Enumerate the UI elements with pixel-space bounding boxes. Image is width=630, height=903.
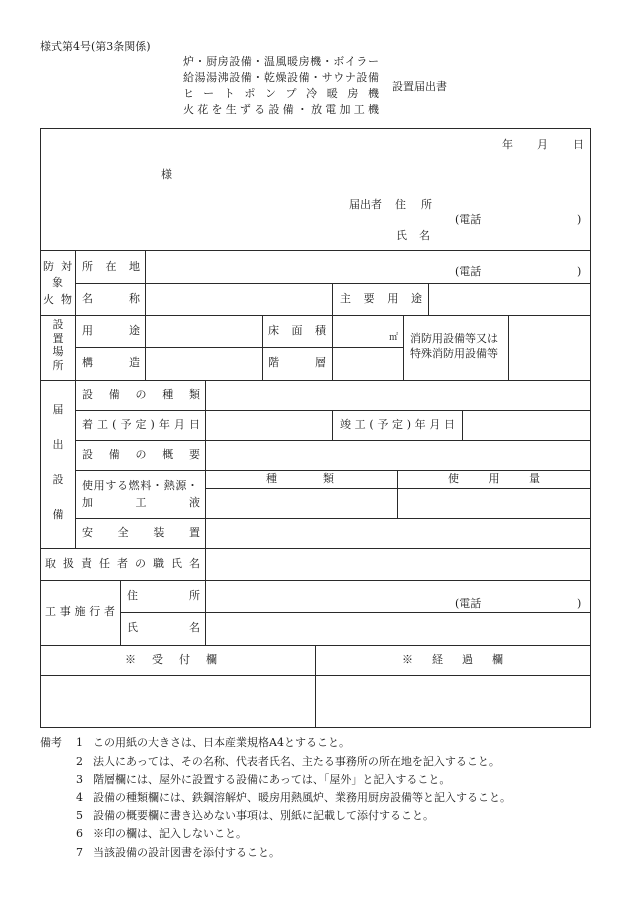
- notified-equipment-label: 届出設備: [52, 403, 64, 521]
- note-text: 設備の種類欄には、鉄鋼溶解炉、暖房用熱風炉、業務用厨房設備等と記入すること。: [93, 791, 511, 804]
- floor-area-unit: ㎡: [389, 333, 399, 343]
- column-divider: [205, 380, 206, 646]
- note-number: 6: [76, 827, 83, 840]
- row-divider: [75, 347, 404, 348]
- column-divider: [397, 470, 398, 519]
- contractor-phone-close: ): [577, 597, 582, 610]
- column-divider: [508, 315, 509, 381]
- date-month-label: 月: [537, 138, 548, 151]
- note-number: 2: [76, 755, 83, 768]
- row-divider: [75, 440, 591, 441]
- note-text: 設備の概要欄に書き込めない事項は、別紙に記載して添付すること。: [93, 809, 434, 822]
- notifier-phone-open: (電話: [455, 213, 482, 226]
- note-number: 5: [76, 809, 83, 822]
- column-divider: [462, 410, 463, 441]
- fuel-kind-header: 種類: [266, 472, 380, 485]
- fire-target-label-line-2: 象: [52, 276, 63, 289]
- document-type-title: 設置届出書: [392, 80, 447, 93]
- row-divider: [120, 612, 591, 613]
- note-text: この用紙の大きさは、日本産業規格A4とすること。: [93, 736, 350, 749]
- notifier-label: 届出者: [349, 198, 382, 211]
- notifier-phone-close: ): [577, 213, 582, 226]
- title-equipment-line-4: 火花を生ずる設備・放電加工機: [183, 103, 383, 116]
- contractor-phone-open: (電話: [455, 597, 482, 610]
- fuel-amount-header: 使用量: [448, 472, 570, 485]
- column-divider: [315, 645, 316, 728]
- note-text: 階層欄には、屋外に設置する設備にあっては、「屋外」と記入すること。: [93, 773, 451, 786]
- floor-level-label: 階層: [268, 356, 362, 369]
- notes-heading: 備考: [40, 736, 62, 749]
- row-divider: [75, 470, 591, 471]
- manager-label: 取扱責任者の職氏名: [45, 557, 207, 570]
- note-number: 4: [76, 791, 83, 804]
- row-divider: [40, 548, 591, 549]
- equipment-type-label: 設備の種類: [82, 388, 216, 401]
- note-number: 3: [76, 773, 83, 786]
- note-text: 法人にあっては、その名称、代表者氏名、主たる事務所の所在地を記入すること。: [93, 755, 500, 768]
- title-equipment-line-1: 炉・厨房設備・温風暖房機・ボイラー: [183, 55, 380, 68]
- contractor-name-label: 氏名: [127, 621, 251, 634]
- installation-site-label: 設置場所: [52, 318, 64, 372]
- progress-label: ※経過欄: [402, 653, 522, 666]
- row-divider: [75, 283, 591, 284]
- main-use-label: 主要用途: [340, 292, 435, 305]
- notifier-address-label: 住所: [395, 198, 447, 211]
- fire-target-location-label: 所在地: [82, 260, 153, 273]
- fire-target-label-line-1: 防対: [43, 260, 79, 273]
- fire-target-phone-close: ): [577, 265, 582, 278]
- fuel-label-line-2: 加工液: [82, 496, 243, 509]
- fire-target-label-line-3: 火物: [43, 293, 79, 306]
- contractor-address-label: 住所: [127, 589, 251, 602]
- row-divider: [40, 250, 591, 251]
- column-divider: [332, 410, 333, 441]
- start-date-label: 着工(予定)年月日: [82, 418, 205, 431]
- column-divider: [120, 580, 121, 646]
- title-equipment-line-3: ヒートポンプ冷暖房機: [183, 87, 389, 100]
- note-number: 7: [76, 846, 83, 859]
- row-divider: [40, 580, 591, 581]
- fire-target-name-label: 名称: [82, 292, 176, 305]
- site-use-label: 用途: [82, 324, 176, 337]
- floor-area-label: 床面積: [268, 324, 339, 337]
- title-equipment-line-2: 給湯湯沸設備・乾燥設備・サウナ設備: [183, 71, 380, 84]
- note-text: 当該設備の設計図書を添付すること。: [93, 846, 280, 859]
- completion-date-label: 竣工(予定)年月日: [340, 418, 459, 431]
- form-number: 様式第4号(第3条関係): [40, 40, 151, 53]
- equipment-outline-label: 設備の概要: [82, 448, 216, 461]
- row-divider: [205, 488, 591, 489]
- fire-equipment-label-line-2: 特殊消防用設備等: [410, 347, 498, 360]
- addressee-suffix: 様: [161, 168, 172, 181]
- safety-device-label: 安全装置: [82, 526, 225, 539]
- date-year-label: 年: [502, 138, 513, 151]
- date-day-label: 日: [573, 138, 584, 151]
- reception-label: ※受付欄: [125, 653, 233, 666]
- contractor-label: 工事施行者: [45, 605, 119, 618]
- column-divider: [403, 315, 404, 381]
- row-divider: [75, 410, 591, 411]
- row-divider: [75, 518, 591, 519]
- fuel-label-line-1: 使用する燃料・熱源・: [82, 479, 199, 492]
- note-text: ※印の欄は、記入しないこと。: [93, 827, 247, 840]
- note-number: 1: [76, 736, 83, 749]
- notifier-name-label: 氏名: [396, 229, 442, 242]
- site-structure-label: 構造: [82, 356, 176, 369]
- column-divider: [262, 315, 263, 381]
- fire-target-phone-open: (電話: [455, 265, 482, 278]
- fire-equipment-label-line-1: 消防用設備等又は: [410, 332, 498, 345]
